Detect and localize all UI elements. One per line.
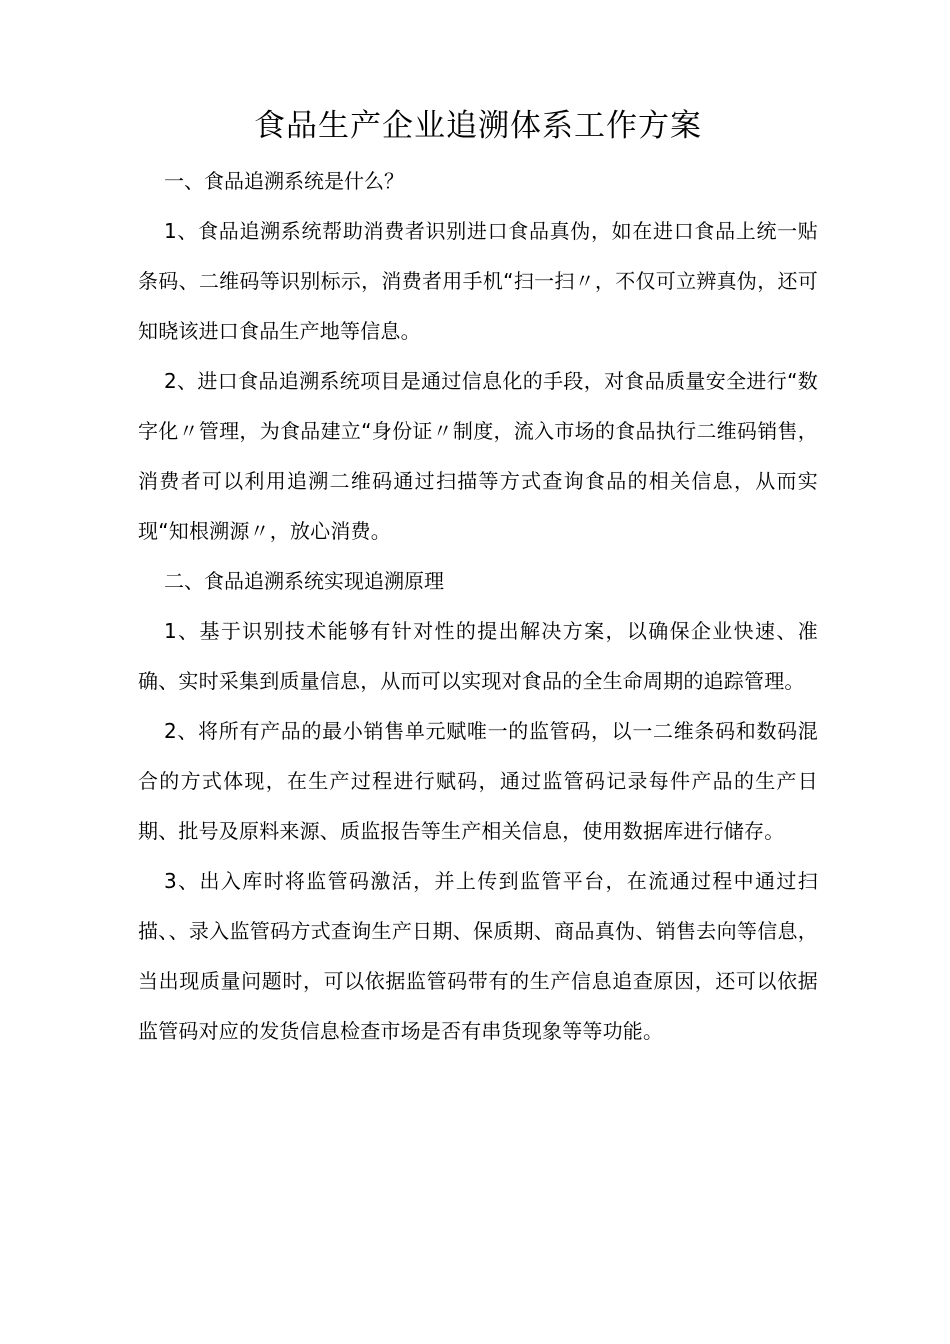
section-heading-2: 二、食品追溯系统实现追溯原理 — [164, 569, 444, 593]
paragraph-1-2: 2、进口食品追溯系统项目是通过信息化的手段，对食品质量安全进行“数字化〃管理，为食品建立“身份证〃制度，流入市场的食品执行二维码销售，消费者可以利用追溯二维码通过扫描等方式查询食品的相关信息，从而实现“知根溯源〃，放心消费。 — [138, 369, 818, 543]
document-page — [138, 100, 818, 1056]
section-heading-1: 一、食品追溯系统是什么？ — [164, 169, 404, 193]
paragraph-2-3: 3、出入库时将监管码激活，并上传到监管平台，在流通过程中通过扫描、、录入监管码方式查询生产日期、保质期、商品真伪、销售去向等信息，当出现质量问题时，可以依据监管码带有的生产信息追查原因，还可以依据监管码对应的发货信息检查市场是否有串货现象等等功能。 — [138, 869, 818, 1043]
paragraph-2-2: 2、将所有产品的最小销售单元赋唯一的监管码，以一二维条码和数码混合的方式体现，在生产过程进行赋码，通过监管码记录每件产品的生产日期、批号及原料来源、质监报告等生产相关信息，使用数据库进行储存。 — [138, 719, 818, 843]
document-title: 食品生产企业追溯体系工作方案 — [254, 108, 702, 144]
paragraph-2-1: 1、基于识别技术能够有针对性的提出解决方案，以确保企业快速、准确、实时采集到质量信息，从而可以实现对食品的全生命周期的追踪管理。 — [138, 619, 818, 693]
paragraph-1-1: 1、食品追溯系统帮助消费者识别进口食品真伪，如在进口食品上统一贴条码、二维码等识别标示，消费者用手机“扫一扫〃，不仅可立辨真伪，还可知晓该进口食品生产地等信息。 — [138, 219, 818, 343]
